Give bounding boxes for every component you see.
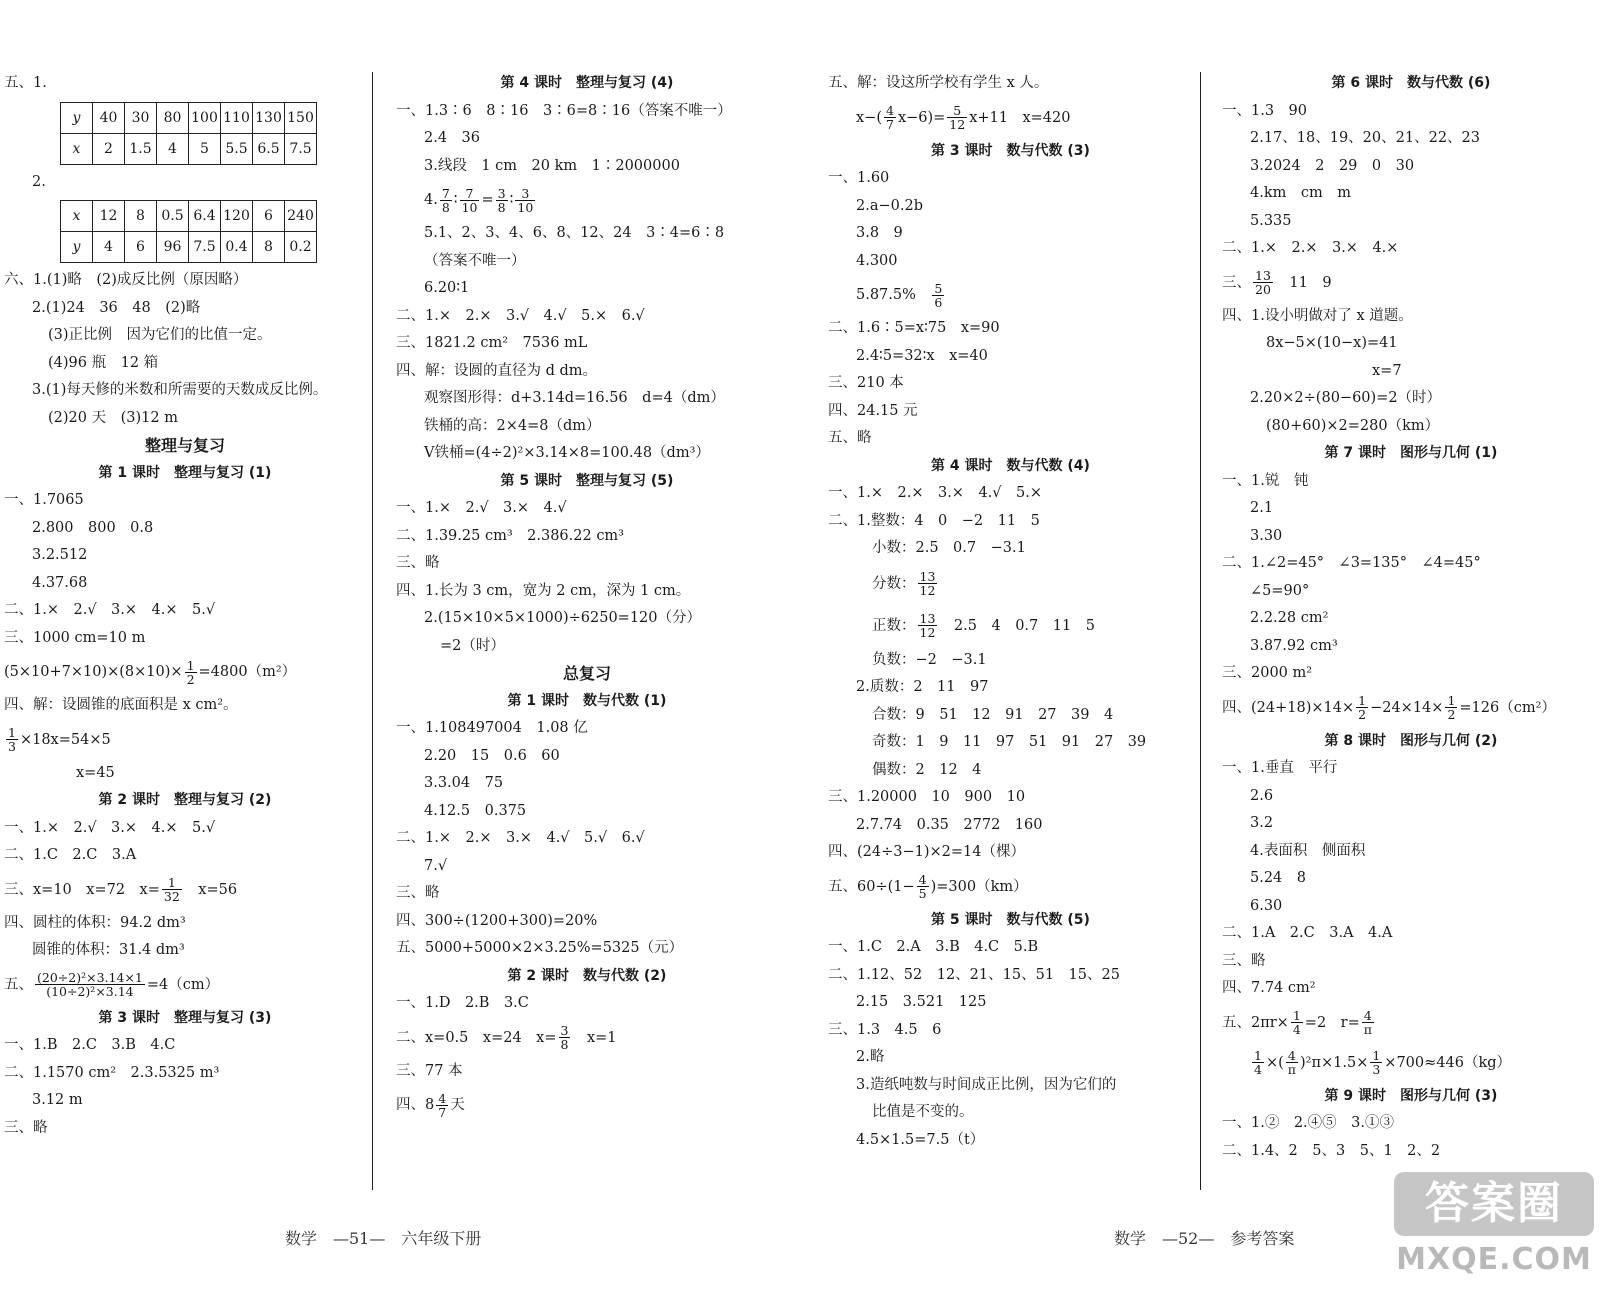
line: 奇数：1 9 11 97 51 91 27 39 (872, 734, 1147, 750)
line: 8x−5×(10−x)=41 (1266, 335, 1398, 351)
line: 三、略 (1222, 952, 1266, 969)
table-cell: 5 (189, 133, 221, 164)
text: x−( (856, 109, 882, 126)
line: 2.6 (1250, 787, 1274, 804)
line: 四、300÷(1200+300)=20% (396, 912, 598, 929)
numerator: 1 (1447, 693, 1456, 708)
line: 2.15 3.521 125 (856, 994, 987, 1010)
line: 四、1.长为 3 cm，宽为 2 cm，深为 1 cm。 (396, 582, 691, 599)
table-cell: y (61, 102, 93, 133)
fraction (1445, 694, 1457, 721)
fraction (185, 659, 197, 686)
table-cell: 8 (253, 232, 285, 263)
denominator: 4 (1292, 1022, 1301, 1037)
text: ∶ (509, 192, 514, 208)
line: 3.线段 1 cm 20 km 1∶2000000 (424, 157, 680, 174)
line: 一、1.D 2.B 3.C (396, 995, 529, 1011)
line (828, 605, 1193, 647)
table-cell: 110 (221, 102, 253, 133)
table-cell: 0.5 (157, 201, 189, 232)
table-cell: 0.2 (285, 232, 317, 263)
fraction (440, 187, 452, 214)
text: 二、x=0.5 x=24 x= (396, 1029, 557, 1046)
section-heading: 总复习 (562, 664, 611, 683)
numerator: 5 (947, 104, 967, 118)
denominator: 7 (438, 1104, 447, 1120)
line (828, 563, 1193, 605)
line: 三、2000 m² (1222, 665, 1313, 681)
line: 圆锥的体积：31.4 dm³ (32, 942, 185, 958)
table-cell: x (61, 201, 93, 232)
line: 2.4 36 (424, 130, 481, 146)
text: 四、8 (396, 1097, 435, 1113)
column-4 (1222, 70, 1600, 1165)
numerator: 13 (919, 611, 936, 626)
denominator: π (1287, 1062, 1296, 1077)
numerator: 1 (1292, 1008, 1301, 1023)
line: 3.造纸吨数与时间成正比例，因为它们的 (856, 1076, 1117, 1093)
numerator: 4 (1362, 1009, 1374, 1023)
numerator: 13 (919, 569, 936, 584)
line: 4.km cm m (1250, 185, 1351, 201)
line: 2.1 (1250, 500, 1274, 516)
fraction (162, 876, 182, 903)
page-footer-right: 数学 —52— 参考答案 (1114, 1229, 1295, 1248)
line: 2.20×2÷(80−60)=2（时） (1250, 390, 1442, 406)
fraction (1370, 1049, 1382, 1076)
table-cell: 240 (285, 201, 317, 232)
line: 一、1.3∶6 8∶16 3∶6=8∶16（答案不唯一） (396, 102, 732, 119)
line: 二、1.∠2=45° ∠3=135° ∠4=45° (1222, 555, 1481, 571)
text: )²π×1.5× (1299, 1054, 1369, 1071)
fraction (1252, 1049, 1264, 1076)
line (828, 867, 1193, 907)
line: 一、1.C 2.A 3.B 4.C 5.B (828, 939, 1039, 955)
text: x=1 (572, 1029, 617, 1046)
line: 三、210 本 (828, 375, 904, 391)
line: (3)正比例 因为它们的比值一定。 (48, 327, 272, 343)
line: 四、(24÷3−1)×2=14（棵） (828, 844, 1025, 860)
fraction (35, 971, 145, 998)
line: 五、略 (828, 430, 872, 446)
line: 六、1.(1)略 (2)成反比例（原因略） (4, 272, 248, 288)
table-row (61, 201, 317, 232)
line: 四、7.74 cm² (1222, 980, 1316, 996)
table-cell: 6 (125, 232, 157, 263)
text: 三、x=10 x=72 x= (4, 881, 160, 898)
line: 2.质数：2 11 97 (856, 679, 989, 695)
numerator: (20÷2)²×3.14×1 (37, 970, 143, 985)
text: =126（cm²） (1459, 699, 1556, 716)
text: =4（cm） (146, 976, 220, 993)
text: 2.5 4 0.7 11 5 (939, 617, 1095, 634)
lesson-heading: 第 7 课时 图形与几何 (1) (1324, 445, 1498, 461)
fraction (1291, 1009, 1303, 1036)
table-row (61, 232, 317, 263)
line: 2.20 15 0.6 60 (424, 747, 560, 764)
table-cell: 2 (93, 133, 125, 164)
line: 2.2.28 cm² (1250, 610, 1329, 626)
numerator: 4 (438, 1090, 447, 1106)
lesson-heading: 第 1 课时 整理与复习 (1) (98, 464, 272, 481)
table-cell: x (61, 133, 93, 164)
column-divider (1200, 72, 1201, 1190)
line: 偶数：2 12 4 (872, 761, 982, 778)
line: 2.800 800 0.8 (32, 519, 154, 536)
lesson-heading: 第 9 课时 图形与几何 (3) (1324, 1087, 1498, 1104)
line: 二、1.整数：4 0 −2 11 5 (828, 512, 1040, 529)
line: 二、1.× 2.√ 3.× 4.× 5.√ (4, 602, 216, 618)
text: x+11 x=420 (969, 109, 1071, 126)
denominator: 8 (497, 199, 506, 215)
denominator: 7 (885, 117, 894, 132)
line: 5.1、2、3、4、6、8、12、24 3∶4=6∶8 (424, 225, 725, 241)
table-cell: 7.5 (285, 133, 317, 164)
table-cell: 5.5 (221, 133, 253, 164)
line: 3.(1)每天修的米数和所需要的天数成反比例。 (32, 382, 328, 398)
text: x=56 (183, 881, 238, 898)
line (828, 98, 1193, 138)
line: 3.2 (1250, 815, 1274, 831)
line: 3.30 (1250, 527, 1283, 544)
table-cell: 100 (189, 102, 221, 133)
table-cell: 96 (157, 232, 189, 263)
table-cell: 0.4 (221, 232, 253, 263)
denominator: 12 (919, 625, 936, 640)
line: 2.a−0.2b (856, 197, 923, 214)
watermark-url: MXQE.COM (1396, 1242, 1592, 1277)
line: 三、1821.2 cm² 7536 mL (396, 335, 588, 351)
line: 3.12 m (32, 1092, 83, 1108)
table-cell: 8 (125, 201, 157, 232)
line: 三、略 (396, 885, 440, 901)
text: =4800（m²） (198, 664, 297, 680)
xy-table-2 (60, 200, 317, 263)
table-cell: 40 (93, 102, 125, 133)
line: 一、1.B 2.C 3.B 4.C (4, 1037, 176, 1053)
numerator: 4 (885, 103, 894, 118)
denominator: 3 (8, 739, 16, 754)
line: 五、1. (4, 75, 47, 91)
line: 3.2.512 (32, 547, 88, 563)
line: 三、1000 cm=10 m (4, 629, 146, 646)
denominator: 2 (1358, 707, 1367, 722)
line: 一、1.108497004 1.08 亿 (396, 720, 588, 736)
line: 4.37.68 (32, 574, 88, 591)
line (828, 275, 1193, 315)
line: 比值是不变的。 (872, 1104, 974, 1120)
line: 三、77 本 (396, 1062, 463, 1079)
line: 小数：2.5 0.7 −3.1 (872, 540, 1026, 556)
text: ×( (1265, 1054, 1284, 1071)
line: 2.(15×10×5×1000)÷6250=120（分） (424, 610, 702, 626)
line (396, 180, 778, 220)
line: 二、1.6∶5=x∶75 x=90 (828, 320, 1000, 336)
denominator: 5 (918, 886, 927, 901)
text: 五、2πr× (1222, 1014, 1289, 1031)
numerator: 3 (560, 1023, 569, 1038)
line: 一、1.× 2.√ 3.× 4.× 5.√ (4, 819, 216, 836)
line: 二、1.A 2.C 3.A 4.A (1222, 925, 1393, 941)
line (1222, 1043, 1600, 1083)
line (396, 1018, 778, 1058)
numerator: 1 (186, 657, 195, 673)
line: 三、1.3 4.5 6 (828, 1021, 942, 1038)
text: ×700≈446（kg） (1384, 1054, 1512, 1071)
line: 四、1.设小明做对了 x 道题。 (1222, 307, 1413, 324)
table-cell: 150 (285, 102, 317, 133)
line: 一、1.3 90 (1222, 102, 1308, 119)
column-1 (4, 70, 366, 1142)
line (4, 720, 366, 760)
numerator: 4 (918, 872, 927, 887)
numerator: 1 (1358, 693, 1367, 708)
lesson-heading: 第 6 课时 数与代数 (6) (1331, 75, 1491, 91)
table-cell: 4 (157, 133, 189, 164)
numerator: 13 (1255, 268, 1271, 283)
fraction (918, 612, 938, 639)
line: 观察图形得：d+3.14d=16.56 d=4（dm） (424, 390, 725, 406)
table-cell: 1.5 (125, 133, 157, 164)
line: 4.5×1.5=7.5（t） (856, 1131, 985, 1148)
line: 一、1.锐 钝 (1222, 472, 1309, 489)
text: 正数： (872, 617, 916, 634)
line: (80+60)×2=280（km） (1266, 417, 1440, 434)
numerator: 1 (1372, 1048, 1381, 1063)
line: 2.17、18、19、20、21、22、23 (1250, 130, 1480, 146)
line: 负数：−2 −3.1 (872, 651, 987, 668)
fraction (1253, 269, 1273, 296)
table-cell: 120 (221, 201, 253, 232)
text: −24×14× (1370, 699, 1444, 716)
column-divider (372, 72, 373, 1190)
line: 2.略 (856, 1049, 885, 1065)
text: ∶ (453, 192, 458, 208)
text: 天 (450, 1097, 465, 1113)
fraction (460, 187, 480, 214)
line: 四、解：设圆锥的底面积是 x cm²。 (4, 697, 238, 713)
line: 三、略 (4, 1119, 48, 1136)
line: 5.335 (1250, 212, 1292, 229)
line: 一、1.② 2.④⑤ 3.①③ (1222, 1115, 1395, 1131)
line: （答案不唯一） (424, 252, 526, 269)
line: 2.4∶5=32∶x x=40 (856, 347, 988, 364)
text: 三、 (1222, 274, 1251, 291)
numerator: 1 (162, 876, 182, 890)
lesson-heading: 第 4 课时 数与代数 (4) (931, 457, 1090, 474)
denominator: 2 (1447, 707, 1456, 722)
text: =2 r= (1304, 1014, 1360, 1031)
denominator: 12 (919, 583, 936, 598)
line: 3.2024 2 29 0 30 (1250, 157, 1415, 174)
table-cell: 30 (125, 102, 157, 133)
text: 4. (424, 192, 438, 208)
text: 五、60÷(1− (828, 878, 915, 895)
text: 五、 (4, 976, 33, 993)
line: 3.3.04 75 (424, 775, 504, 791)
lesson-heading: 第 8 课时 图形与几何 (2) (1324, 732, 1498, 749)
table-cell: 130 (253, 102, 285, 133)
line: 二、1.1570 cm² 2.3.5325 m³ (4, 1064, 220, 1081)
table-cell: 12 (93, 201, 125, 232)
fraction (918, 570, 938, 597)
line: 一、1.垂直 平行 (1222, 760, 1338, 776)
fraction (515, 187, 535, 214)
line: (4)96 瓶 12 箱 (48, 354, 159, 371)
fraction (947, 104, 967, 131)
text: ×18x=54×5 (19, 731, 111, 748)
line: 4.表面积 侧面积 (1250, 842, 1366, 859)
lesson-heading: 第 1 课时 数与代数 (1) (507, 692, 667, 709)
line: 3.87.92 cm³ (1250, 637, 1338, 654)
line: 四、圆柱的体积：94.2 dm³ (4, 914, 186, 931)
line: 3.8 9 (856, 225, 903, 241)
lesson-heading: 第 3 课时 整理与复习 (3) (98, 1009, 272, 1026)
line: 7.√ (424, 857, 448, 874)
numerator: 1 (1254, 1048, 1262, 1063)
line: 三、1.20000 10 900 10 (828, 789, 1026, 805)
table-cell: 6.4 (189, 201, 221, 232)
denominator: (10÷2)²×3.14 (46, 984, 134, 999)
denominator: 3 (1372, 1062, 1381, 1077)
line: 五、解：设这所学校有学生 x 人。 (828, 75, 1049, 91)
fraction (496, 187, 508, 214)
numerator: 3 (497, 185, 506, 201)
text: 分数： (872, 575, 916, 592)
line: 4.300 (856, 252, 898, 269)
line: x=7 (1372, 362, 1402, 379)
line: 6.30 (1250, 897, 1283, 914)
line: 5.24 8 (1250, 870, 1307, 886)
line: 2.7.74 0.35 2772 160 (856, 816, 1043, 833)
line: 合数：9 51 12 91 27 39 4 (872, 706, 1114, 723)
line (1222, 263, 1600, 303)
line: 一、1.× 2.√ 3.× 4.√ (396, 500, 567, 516)
lesson-heading: 第 4 课时 整理与复习 (4) (500, 75, 674, 91)
line: V铁桶=(4÷2)²×3.14×8=100.48（dm³） (424, 445, 710, 461)
line: 2. (32, 173, 46, 190)
table-cell: y (61, 232, 93, 263)
watermark-text: 答案圈 (1394, 1172, 1594, 1236)
numerator: 7 (460, 187, 480, 201)
denominator: π (1363, 1022, 1372, 1037)
xy-table-1 (60, 102, 317, 165)
line: 二、1.39.25 cm³ 2.386.22 cm³ (396, 527, 624, 544)
numerator: 4 (1286, 1049, 1298, 1063)
line: 二、1.12、52 12、21、15、51 15、25 (828, 966, 1120, 983)
denominator: 10 (461, 199, 478, 215)
fraction (884, 104, 896, 131)
table-cell: 80 (157, 102, 189, 133)
denominator: 8 (441, 199, 450, 215)
column-3 (828, 70, 1193, 1154)
table-row (61, 133, 317, 164)
text: = (481, 192, 494, 208)
line: 一、1.7065 (4, 492, 84, 508)
fraction (559, 1024, 571, 1051)
text: (5×10+7×10)×(8×10)× (4, 664, 183, 680)
line: 二、1.C 2.C 3.A (4, 847, 137, 863)
line: 铁桶的高：2×4=8（dm） (424, 417, 601, 434)
line: x=45 (76, 764, 115, 781)
denominator: 32 (163, 889, 180, 904)
numerator: 3 (515, 187, 535, 201)
numerator: 7 (441, 185, 450, 201)
lesson-heading: 第 5 课时 整理与复习 (5) (500, 472, 674, 489)
text: 11 9 (1274, 274, 1332, 291)
line: 四、24.15 元 (828, 402, 918, 419)
lesson-heading: 第 3 课时 数与代数 (3) (931, 142, 1090, 159)
table-cell: 6 (253, 201, 285, 232)
table-row (61, 102, 317, 133)
numerator: 1 (8, 725, 16, 740)
line: 五、5000+5000×2×3.25%=5325（元） (396, 940, 684, 956)
line: 4.12.5 0.375 (424, 802, 527, 819)
line (396, 1085, 778, 1125)
denominator: 8 (560, 1037, 569, 1052)
fraction (917, 873, 929, 900)
line: 2.(1)24 36 48 (2)略 (32, 299, 201, 316)
denominator: 10 (517, 199, 534, 215)
fraction (436, 1092, 448, 1119)
denominator: 12 (949, 117, 966, 132)
text: x−6)= (897, 109, 946, 126)
fraction (932, 282, 944, 309)
fraction (1362, 1009, 1374, 1036)
denominator: 4 (1254, 1062, 1262, 1077)
line (4, 870, 366, 910)
line (4, 965, 366, 1005)
line: 二、1.× 2.× 3.× 4.× (1222, 240, 1399, 256)
lesson-heading: 第 2 课时 整理与复习 (2) (98, 792, 272, 808)
line: (2)20 天 (3)12 m (48, 409, 178, 426)
table-cell: 4 (93, 232, 125, 263)
line: 6.20∶1 (424, 280, 470, 296)
fraction (6, 726, 18, 753)
line: 三、略 (396, 555, 440, 571)
text: 四、(24+18)×14× (1222, 699, 1355, 716)
numerator: 5 (934, 280, 943, 296)
column-2 (396, 70, 778, 1125)
line: =2（时） (440, 637, 505, 654)
denominator: 2 (186, 671, 195, 687)
line: ∠5=90° (1250, 582, 1310, 599)
line: 一、1.× 2.× 3.× 4.√ 5.× (828, 485, 1043, 501)
line: 一、1.60 (828, 170, 890, 186)
line (1222, 688, 1600, 728)
denominator: 20 (1255, 282, 1271, 297)
table-cell: 6.5 (253, 133, 285, 164)
fraction (1286, 1049, 1298, 1076)
lesson-heading: 第 5 课时 数与代数 (5) (931, 911, 1090, 928)
line (4, 652, 366, 692)
lesson-heading: 第 2 课时 数与代数 (2) (507, 967, 667, 984)
line: 二、1.× 2.× 3.× 4.√ 5.√ 6.√ (396, 830, 645, 846)
line: 二、1.× 2.× 3.√ 4.√ 5.× 6.√ (396, 307, 645, 324)
line (1222, 1003, 1600, 1043)
text: 5.87.5% (856, 287, 931, 303)
fraction (1356, 694, 1368, 721)
page-footer-left: 数学 —51— 六年级下册 (285, 1229, 482, 1248)
line: 二、1.4、2 5、3 5、1 2、2 (1222, 1142, 1441, 1159)
section-heading: 整理与复习 (144, 436, 225, 455)
watermark-logo (1394, 1172, 1594, 1282)
table-cell: 7.5 (189, 232, 221, 263)
line: 四、解：设圆的直径为 d dm。 (396, 362, 598, 379)
text: )=300（km） (930, 878, 1028, 895)
denominator: 6 (934, 294, 943, 310)
